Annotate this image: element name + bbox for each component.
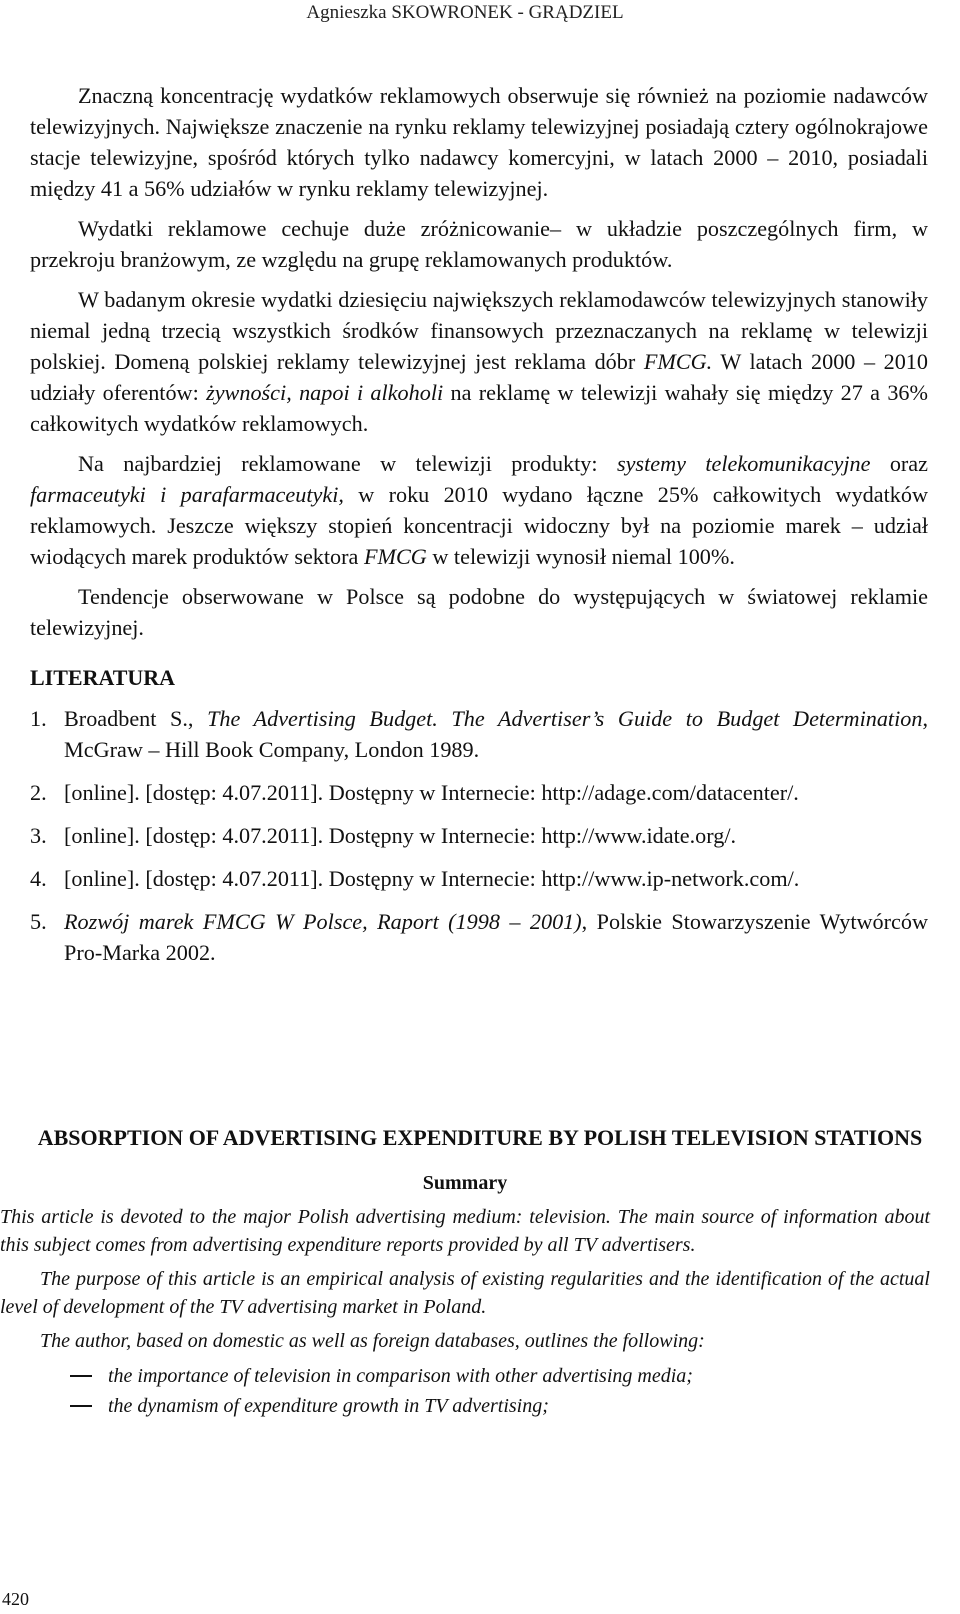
reference-text: [online]. [dostęp: 4.07.2011]. Dostępny w Internecie: http://adage.com/datacenter/. — [64, 780, 799, 805]
summary-paragraph-3: The author, based on domestic as well as foreign databases, outlines the following: — [40, 1330, 705, 1352]
reference-number: 5. — [30, 909, 47, 934]
english-summary — [0, 1122, 960, 1421]
reference-number: 2. — [30, 780, 47, 805]
page-number: 420 — [2, 1589, 29, 1609]
reference-item — [30, 863, 928, 894]
paragraph-1: Znaczną koncentrację wydatków reklamowych obserwuje się również na poziomie nadawców telewizyjnych. Największe znaczenie na rynku reklamy telewizyjnej posiadają cztery ogólnokrajowe stacje telewizyjne, spośród których tylko nadawcy komercyjni, w latach 2000 – 2010, posiadali między 41 a 56% udziałów w rynku reklamy telewizyjnej. — [30, 83, 928, 201]
reference-item — [30, 906, 928, 968]
paragraph-3 — [30, 284, 928, 439]
reference-publisher: , McGraw – Hill Book Company, London 1989. — [64, 706, 928, 762]
reference-author: Broadbent S., — [64, 706, 208, 731]
reference-text: [online]. [dostęp: 4.07.2011]. Dostępny w Internecie: http://www.ip-network.com/. — [64, 866, 800, 891]
reference-item — [30, 820, 928, 851]
summary-bullet-list — [0, 1361, 930, 1421]
reference-text: [online]. [dostęp: 4.07.2011]. Dostępny w Internecie: http://www.idate.org/. — [64, 823, 737, 848]
p4-text-e: w roku 2010 wydano łączne 25% całkowitych wydatków reklamowych. Jeszcze większy stopień koncentracji widoczny był na poziomie marek – udział wiodących marek produktów sektora — [30, 482, 928, 569]
dash-bullet-icon — [70, 1405, 92, 1407]
reference-publisher: , Polskie Stowarzyszenie Wytwórców Pro-Marka 2002. — [64, 909, 928, 965]
summary-body — [0, 1203, 930, 1421]
p3-text-c: W latach 2000 – 2010 udziały oferentów: — [30, 349, 928, 405]
p3-text-e: na reklamę w telewizji wahały się między 27 a 36% całkowitych wydatków reklamowych. — [30, 380, 928, 436]
summary-heading: Summary — [422, 1172, 508, 1194]
p4-text-g: w telewizji wynosił niemal 100%. — [426, 544, 735, 569]
p4-fmcg: FMCG — [363, 544, 427, 569]
paragraph-4 — [30, 448, 928, 572]
paragraph-5: Tendencje obserwowane w Polsce są podobne do występujących w światowej reklamie telewizyjnej. — [30, 584, 928, 640]
paragraph-2: Wydatki reklamowe cechuje duże zróżnicowanie– w układzie poszczególnych firm, w przekroju branżowym, ze względu na grupę reklamowanych produktów. — [30, 216, 928, 272]
summary-bullet — [0, 1361, 930, 1391]
literature-heading: LITERATURA — [30, 665, 176, 690]
article-body — [30, 80, 928, 980]
reference-item — [30, 777, 928, 808]
summary-bullet-text: the importance of television in comparison with other advertising media; — [108, 1365, 693, 1387]
summary-bullet — [0, 1391, 930, 1421]
p4-text-c: oraz — [870, 451, 929, 476]
running-title: Agnieszka SKOWRONEK - GRĄDZIEL — [306, 2, 624, 23]
summary-paragraph-2: The purpose of this article is an empirical analysis of existing regularities and the identification of the actual level of development of the TV advertising market in Poland. — [0, 1268, 930, 1318]
reference-number: 4. — [30, 866, 47, 891]
reference-number: 3. — [30, 823, 47, 848]
p4-telecom: systemy telekomunikacyjne — [616, 451, 871, 476]
p3-text-a: W badanym okresie wydatki dziesięciu największych reklamodawców telewizyjnych stanowiły niemal jedną trzecią wszystkich środków finansowych przeznaczanych na reklamę w telewizji polskiej. Domeną polskiej reklamy telewizyjnej jest reklama dóbr — [30, 287, 928, 374]
reference-list — [30, 703, 928, 968]
p3-fmcg: FMCG. — [643, 349, 713, 374]
reference-title: The Advertising Budget. The Advertiser’s Guide to Budget Determination — [207, 706, 923, 731]
reference-number: 1. — [30, 706, 47, 731]
reference-item — [30, 703, 928, 765]
dash-bullet-icon — [70, 1375, 92, 1377]
p4-pharma: farmaceutyki i parafarmaceutyki, — [30, 482, 344, 507]
running-header — [0, 0, 930, 28]
p4-text-a: Na najbardziej reklamowane w telewizji produkty: — [78, 451, 617, 476]
p3-food: żywności, napoi i alkoholi — [206, 380, 444, 405]
page-footer — [2, 1588, 29, 1610]
summary-bullet-text: the dynamism of expenditure growth in TV advertising; — [108, 1395, 549, 1417]
summary-paragraph-1: This article is devoted to the major Polish advertising medium: television. The main source of information about this subject comes from advertising expenditure reports provided by all TV advertisers. — [0, 1206, 930, 1256]
reference-title: Rozwój marek FMCG W Polsce, Raport (1998 – 2001) — [64, 909, 582, 934]
summary-title: ABSORPTION OF ADVERTISING EXPENDITURE BY POLISH TELEVISION STATIONS — [37, 1125, 923, 1150]
